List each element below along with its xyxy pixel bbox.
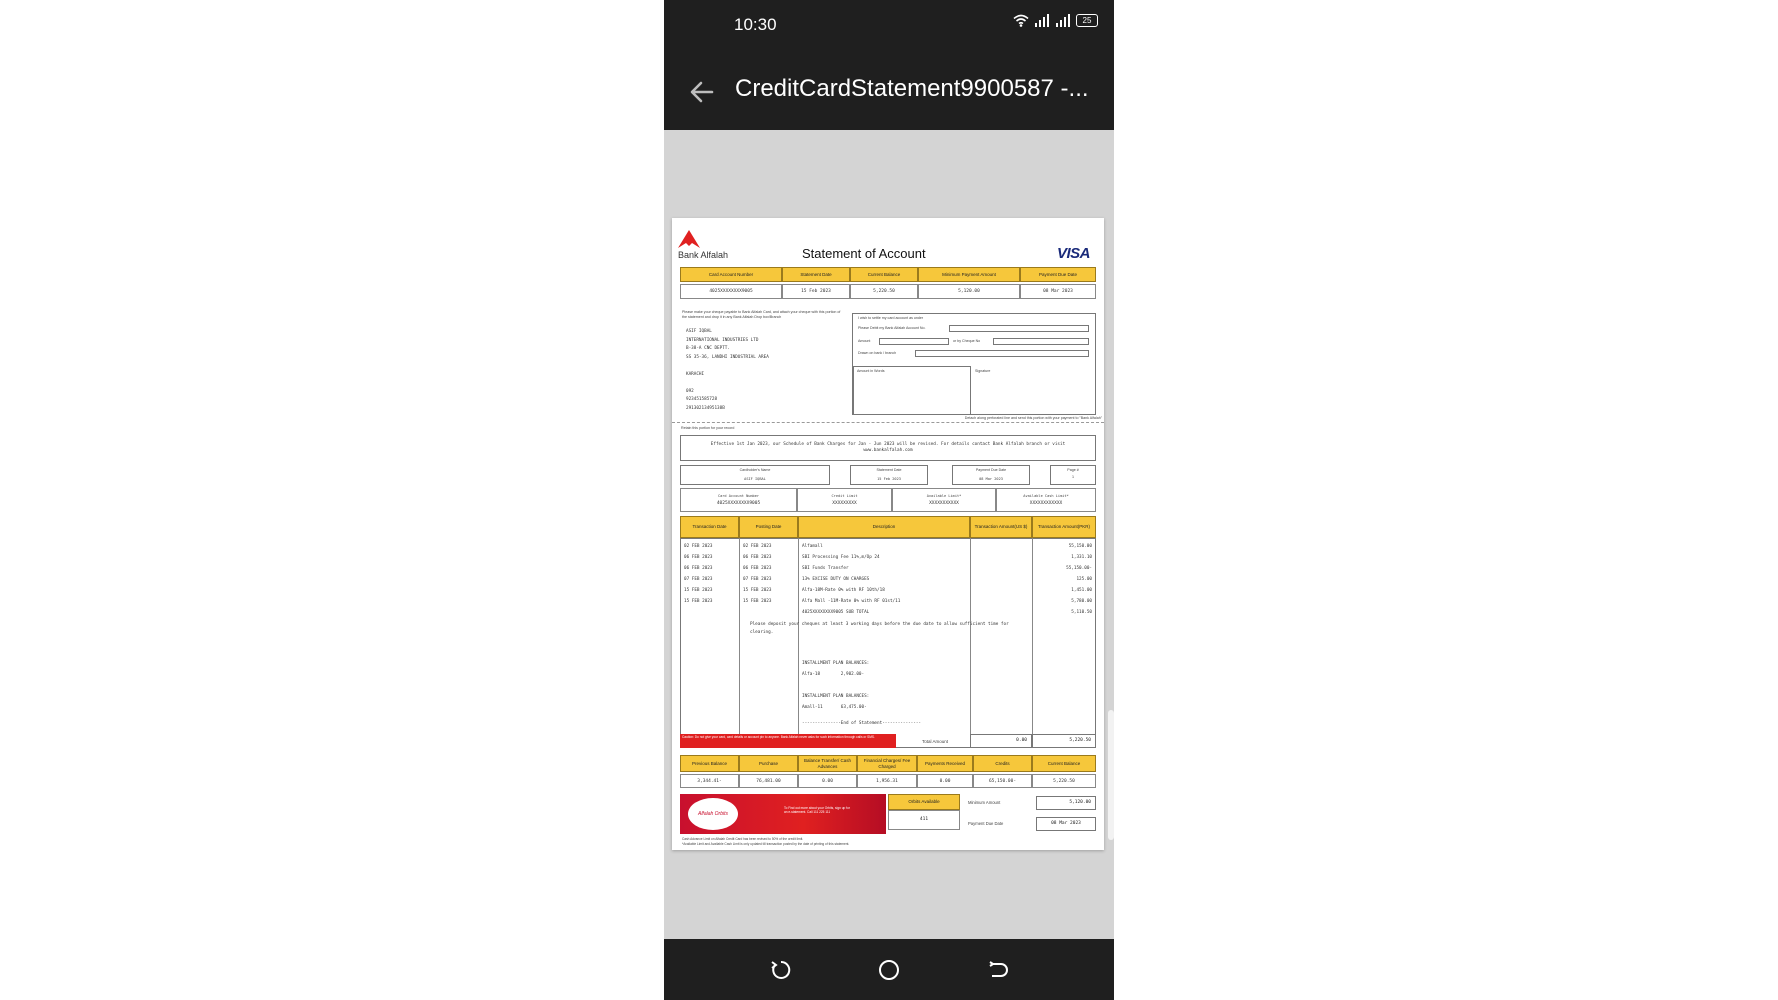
table-row-pdate: 06 FEB 2023	[743, 555, 772, 560]
summary-value: 0.00	[917, 774, 973, 788]
summary-value: 76,481.00	[739, 774, 798, 788]
info-label: Statement Date	[876, 468, 902, 472]
promo-text: To Find out more about your Orbits, sign up for an e-statement. Call 111 225 111	[784, 806, 850, 815]
table-row-pkr: 5,780.00	[1071, 599, 1092, 604]
address-line: INTERNATIONAL INDUSTRIES LTD	[686, 337, 759, 343]
summary-value: 3,344.41-	[680, 774, 739, 788]
address-line: 092	[686, 388, 694, 394]
summary-label: Credits	[973, 755, 1032, 772]
info-label: Available Limit*	[926, 493, 962, 498]
summary-value: 1,956.31	[857, 774, 917, 788]
amount-label: Amount	[858, 339, 871, 343]
transactions-header	[680, 516, 1096, 538]
table-row-pdate: 07 FEB 2023	[743, 577, 772, 582]
info-value: 15 Feb 2023	[877, 477, 901, 481]
orbits-brand: Alfalah Orbits	[697, 811, 728, 817]
info-label: Page #	[1067, 468, 1079, 472]
plan2-heading: INSTALLMENT PLAN BALANCES:	[802, 694, 870, 699]
header-value: 08 Mar 2023	[1020, 284, 1096, 299]
signature-label: Signature	[975, 369, 991, 373]
system-nav-bar	[664, 939, 1114, 1000]
table-row-desc: 13% EXCISE DUTY ON CHARGES	[802, 577, 870, 582]
visa-logo: VISA	[1056, 245, 1090, 262]
remittance-form	[852, 313, 1096, 415]
nav-back-icon[interactable]	[984, 957, 1010, 983]
notice-box	[680, 435, 1096, 461]
table-row-pdate: 06 FEB 2023	[743, 566, 772, 571]
plan1-heading: INSTALLMENT PLAN BALANCES:	[802, 661, 870, 666]
summary-header	[680, 755, 1096, 772]
credit-limit-cell	[797, 488, 892, 512]
table-row-desc: 4025XXXXXXXX9005 SUB TOTAL	[802, 610, 870, 615]
tx-column-divider	[798, 538, 799, 748]
header-value: 15 Feb 2023	[782, 284, 850, 299]
document-title: CreditCardStatement9900587 -...	[735, 75, 1089, 102]
orbits-value-cell: 411	[888, 810, 960, 830]
header-value: 5,220.50	[850, 284, 918, 299]
tx-header: Posting Date	[739, 516, 798, 538]
total-usd: 0.00	[970, 734, 1032, 748]
signal-icon	[1055, 14, 1071, 27]
table-row-pkr: 5,110.50	[1071, 610, 1092, 615]
table-row-pkr: 55,150.00-	[1066, 566, 1092, 571]
cheque-field	[993, 338, 1089, 345]
debit-label: Please Debit my Bank Alfalah Account No.	[858, 326, 926, 330]
home-icon[interactable]	[876, 957, 902, 983]
summary-label: Previous Balance	[680, 755, 739, 772]
address-line: SS 35-36, LANDHI INDUSTRIAL AREA	[686, 354, 769, 360]
table-row-desc: Alfa-18M-Rate 0% with RF 10th/18	[802, 588, 885, 593]
debit-account-field	[949, 325, 1089, 332]
table-row-tdate: 15 FEB 2023	[684, 599, 713, 604]
header-value: 4025XXXXXXXX9005	[680, 284, 782, 299]
info-label: Cardholder's Name	[739, 468, 771, 472]
detach-note: Detach along perforated line and send this portion with your payment to "Bank Alfalah"	[964, 416, 1102, 420]
tx-column-divider	[970, 538, 971, 748]
table-row-pkr: 1,451.00	[1071, 588, 1092, 593]
payment-instruction: Please make your cheque payable to Bank Alfalah Card, and attach your cheque with this portion of the statement and drop it in any Bank Alfalah Drop box/Branch	[682, 310, 841, 319]
tx-header: Description	[798, 516, 970, 538]
tx-description-column	[802, 541, 968, 618]
plan2-line: Amall-11 63,475.00-	[802, 705, 867, 710]
app-bar	[664, 52, 1114, 130]
tx-header: Transaction Amount(PKR)	[1032, 516, 1096, 538]
info-value: XXXXXXXXXXX	[929, 501, 959, 507]
account-info-row	[680, 488, 1096, 512]
amount-field	[879, 338, 949, 345]
due-date-label: Payment Due Date	[968, 821, 1004, 826]
header-value: 5,120.00	[918, 284, 1020, 299]
table-row-tdate: 07 FEB 2023	[684, 577, 713, 582]
summary-label: Purchase	[739, 755, 798, 772]
statement-date-cell	[850, 465, 928, 485]
address-line: 923451585728	[686, 397, 718, 402]
info-value: 1	[1071, 475, 1075, 479]
table-row-tdate: 15 FEB 2023	[684, 588, 713, 593]
table-row-desc: Alfa Mall -11M-Rate 0% with RF 01st/11	[802, 599, 901, 604]
footnote-available-limit: *Available Limit and Available Cash Limit is only updated till transaction posted by the date of printing of this statement.	[682, 842, 850, 846]
table-row-pdate: 02 FEB 2023	[743, 544, 772, 549]
available-limit-cell	[892, 488, 996, 512]
header-label: Card Account Number	[680, 267, 782, 282]
orbits-label-cell: Orbits Available	[888, 794, 960, 810]
address-line: ASIF IQBAL	[686, 329, 712, 334]
plan1-line: Alfa-18 2,902.00-	[802, 672, 865, 677]
perforation-line	[672, 422, 1104, 423]
info-value: XXXXXXXXXXXX	[1029, 501, 1063, 507]
info-value: 08 Mar 2023	[979, 477, 1003, 481]
retain-note: Retain this portion for your record	[681, 426, 735, 430]
cardholder-name-cell	[680, 465, 830, 485]
statement-title: Statement of Account	[802, 246, 926, 261]
header-label: Payment Due Date	[1020, 267, 1096, 282]
form-heading: I wish to settle my card account as under	[858, 316, 924, 320]
table-row-tdate: 02 FEB 2023	[684, 544, 713, 549]
info-label: Available Cash Limit*	[1023, 493, 1069, 498]
tx-posting-column	[743, 541, 797, 607]
address-line	[686, 362, 836, 371]
info-label: Payment Due Date	[975, 468, 1007, 472]
header-label: Statement Date	[782, 267, 850, 282]
header-label: Minimum Payment Amount	[918, 267, 1020, 282]
notice-text: Effective 1st Jan 2023, our Schedule of Bank Charges for Jan - Jun 2023 will be revised. For details contact Bank Alfalah branch or visit www.bankalfalah.com	[710, 441, 1066, 453]
tx-header: Transaction Amount(US $)	[970, 516, 1032, 538]
status-time: 10:30	[734, 15, 777, 34]
tx-header: Transaction Date	[680, 516, 739, 538]
battery-icon: 25	[1076, 14, 1098, 27]
deposit-note: Please deposit your cheques at least 3 working days before the due date to allow sufficient time for clearing.	[750, 622, 1009, 635]
orbits-logo	[688, 798, 738, 830]
status-icons	[1013, 14, 1098, 27]
warning-text: Caution: Do not give your card, card details or account pin to anyone. Bank Alfalah never asks for such information through calls or SMS.	[682, 735, 875, 739]
total-pkr: 5,220.50	[1032, 734, 1096, 748]
header-label: Current Balance	[850, 267, 918, 282]
address-line: KARACHI	[686, 371, 705, 377]
pdf-viewer[interactable]	[664, 130, 1114, 939]
summary-label: Financial Charges/ Fee Charged	[857, 755, 917, 772]
table-row-desc: Alfamall	[802, 544, 823, 549]
address-line: B-38-A CNC DEPTT.	[686, 346, 730, 351]
table-row-pkr: 125.00	[1076, 577, 1092, 582]
due-date-value: 08 Mar 2023	[1036, 817, 1096, 831]
page-number-cell	[1050, 465, 1096, 485]
drawn-field	[915, 350, 1089, 357]
footnote-cash-limit: Cash Advance Limit on Alfalah Credit Card has been revised to 50% of the credit limit.	[682, 837, 804, 841]
summary-label: Balance Transfer/ Cash Advances	[798, 755, 857, 772]
wifi-icon	[1013, 14, 1029, 27]
table-row-pkr: 55,150.00	[1068, 544, 1092, 549]
bank-name: Bank Alfalah	[678, 250, 729, 260]
info-label: Card Account Number	[717, 493, 760, 498]
signal-icon	[1034, 14, 1050, 27]
summary-value: 0.00	[798, 774, 857, 788]
payment-due-cell	[952, 465, 1030, 485]
info-label: Credit Limit	[831, 493, 858, 498]
table-row-pdate: 15 FEB 2023	[743, 588, 772, 593]
recents-icon[interactable]	[768, 957, 794, 983]
table-row-desc: SBI Funds Transfer	[802, 566, 849, 571]
table-row-pkr: 1,331.10	[1071, 555, 1092, 560]
scroll-indicator[interactable]	[1108, 710, 1114, 840]
summary-label: Current Balance	[1032, 755, 1096, 772]
header-labels-row	[680, 267, 1096, 282]
table-row-desc: SBI Processing Fee 11%,m/Op 24	[802, 555, 880, 560]
summary-value: 65,150.00-	[973, 774, 1032, 788]
info-value: ASIF IQBAL	[744, 477, 766, 481]
available-cash-cell	[996, 488, 1096, 512]
account-number-cell	[680, 488, 797, 512]
table-row-pdate: 15 FEB 2023	[743, 599, 772, 604]
tx-column-divider	[739, 538, 740, 748]
tx-pkr-column	[1034, 541, 1092, 618]
tx-date-column	[684, 541, 738, 607]
bank-logo-icon	[678, 230, 700, 248]
summary-value: 5,220.50	[1032, 774, 1096, 788]
info-value: XXXXXXXXX	[832, 501, 857, 507]
end-of-statement: ---------------End of Statement---------------	[802, 721, 921, 726]
table-row-tdate: 06 FEB 2023	[684, 566, 713, 571]
header-values-row	[680, 284, 1096, 299]
phone-screen	[664, 0, 1114, 1000]
status-bar	[664, 0, 1114, 52]
arrow-left-icon[interactable]	[688, 78, 716, 106]
summary-values	[680, 774, 1096, 788]
tx-column-divider	[1032, 538, 1033, 748]
minimum-amount-label: Minimum Amount	[968, 800, 1001, 805]
cardholder-address	[686, 328, 836, 413]
summary-label: Payments Received	[917, 755, 973, 772]
info-value: 4025XXXXXXXX9005	[716, 501, 761, 507]
drawn-label: Drawn on bank / branch	[858, 351, 897, 355]
table-row-tdate: 06 FEB 2023	[684, 555, 713, 560]
address-line: 29130213495138B	[686, 405, 725, 411]
amount-words-label: Amount in Words	[857, 369, 885, 373]
minimum-amount-value: 5,120.00	[1036, 796, 1096, 810]
total-label: Total Amount	[922, 739, 949, 744]
cheque-label: or by Cheque No	[953, 339, 981, 343]
address-line	[686, 379, 836, 388]
statement-page	[672, 218, 1104, 850]
